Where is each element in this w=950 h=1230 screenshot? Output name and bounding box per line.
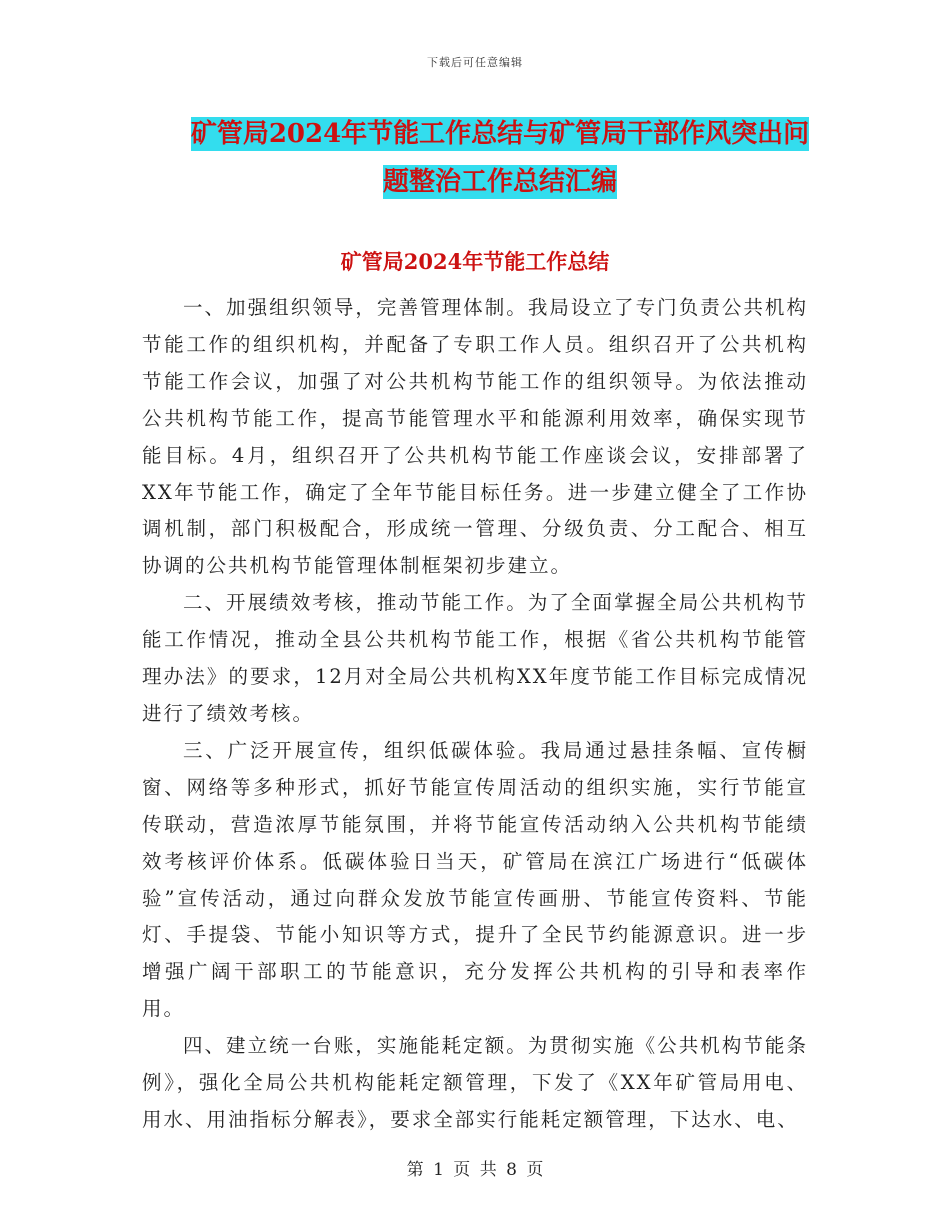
section-title: 矿管局2024年节能工作总结 [340,249,610,274]
page-header-note: 下载后可任意编辑 [427,56,523,69]
document-title [130,110,870,206]
paragraph-organization: 一、加强组织领导，完善管理体制。我局设立了专门负责公共机构节能工作的组织机构，并配备了专职工作人员。组织召开了公共机构节能工作会议，加强了对公共机构节能工作的组织领导。为依法推动公共机构节能工作，提高节能管理水平和能源利用效率，确保实现节能目标。4月，组织召开了公共机构节能工作座谈会议，安排部署了XX年节能工作，确定了全年节能目标任务。进一步建立健全了工作协调机制，部门积极配合，形成统一管理、分级负责、分工配合、相互协调的公共机构节能管理体制框架初步建立。 [142,296,808,578]
page-number: 第 1 页 共 8 页 [406,1160,544,1180]
document-title-line-2: 题整治工作总结汇编 [382,167,617,197]
document-title-line-1: 矿管局2024年节能工作总结与矿管局干部作风突出问 [190,119,810,149]
paragraph-publicity: 三、广泛开展宣传，组织低碳体验。我局通过悬挂条幅、宣传橱窗、网络等多种形式，抓好节能宣传周活动的组织实施，实行节能宣传联动，营造浓厚节能氛围，并将节能宣传活动纳入公共机构节能绩效考核评价体系。低碳体验日当天，矿管局在滨江广场进行“低碳体验”宣传活动，通过向群众发放节能宣传画册、节能宣传资料、节能灯、手提袋、节能小知识等方式，提升了全民节约能源意识。进一步增强广阔干部职工的节能意识，充分发挥公共机构的引导和表率作用。 [142,738,808,1021]
document-body [142,290,808,1139]
paragraph-performance-assessment: 二、开展绩效考核，推动节能工作。为了全面掌握全局公共机构节能工作情况，推动全县公共机构节能工作，根据《省公共机构节能管理办法》的要求，12月对全局公共机构XX年度节能工作目标完成情况进行了绩效考核。 [142,591,808,725]
paragraph-energy-quota: 四、建立统一台账，实施能耗定额。为贯彻实施《公共机构节能条例》，强化全局公共机构能耗定额管理，下发了《XX年矿管局用电、用水、用油指标分解表》，要求全部实行能耗定额管理，下达水、电、 [142,1034,808,1131]
